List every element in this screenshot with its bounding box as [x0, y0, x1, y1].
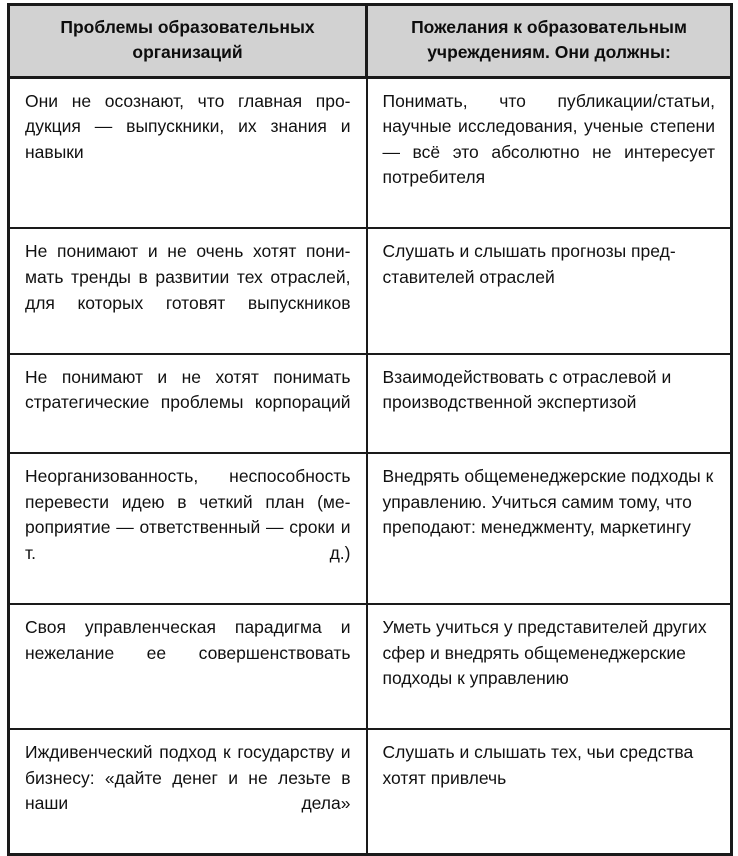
- comparison-table: [7, 3, 733, 856]
- cell-wish-4-text: Внедрять общеменеджерские подходы к управлению. Учиться самим тому, что преподают: менеджменту, маркетингу: [382, 466, 714, 538]
- table-row: [9, 228, 732, 353]
- cell-wish-5: [367, 604, 732, 729]
- cell-problem-3: [9, 354, 367, 454]
- cell-problem-4: [9, 453, 367, 604]
- cell-problem-5-text: Своя управленческая парадигма и нежелание ее совершенствовать: [25, 616, 351, 663]
- column-header-problems: Проблемы образовательных организаций: [9, 5, 367, 78]
- table-row: [9, 453, 732, 604]
- cell-wish-3: [367, 354, 732, 454]
- table-row: [9, 77, 732, 228]
- table-row: [9, 354, 732, 454]
- cell-wish-4: [367, 453, 732, 604]
- column-header-wishes: Пожелания к образовательным учреждениям. Они должны:: [367, 5, 732, 78]
- cell-wish-2-text: Слушать и слышать прогнозы представителей отраслей: [382, 241, 676, 287]
- table-row: [9, 729, 732, 855]
- cell-problem-1-text: Они не осознают, что главная продукция — выпускники, их знания и навыки: [25, 90, 351, 162]
- cell-problem-6: [9, 729, 367, 855]
- cell-problem-2-text: Не понимают и не очень хотят понимать тренды в развитии тех отраслей, для которых готовят выпускников: [25, 241, 351, 313]
- cell-wish-5-text: Уметь учиться у представителей других сфер и внедрять общеменеджерские подходы к управлению: [382, 616, 707, 689]
- cell-wish-6-text: Слушать и слышать тех, чьи средства хотят привлечь: [382, 742, 694, 788]
- table-body: [9, 77, 732, 855]
- cell-problem-4-text: Неорганизованность, неспособность перевести идею в четкий план (мероприятие — ответственный — сроки и т. д.): [25, 466, 351, 563]
- cell-wish-3-text: Взаимодействовать с отраслевой и производственной экспертизой: [382, 366, 672, 413]
- cell-problem-1: [9, 77, 367, 228]
- cell-wish-6: [367, 729, 732, 855]
- cell-wish-2: [367, 228, 732, 353]
- cell-problem-3-text: Не понимают и не хотят понимать стратегические проблемы корпораций: [25, 366, 351, 413]
- cell-problem-5: [9, 604, 367, 729]
- table-row: [9, 604, 732, 729]
- cell-problem-2: [9, 228, 367, 353]
- table-header: [9, 5, 732, 78]
- cell-wish-1: [367, 77, 732, 228]
- header-row: [9, 5, 732, 78]
- cell-wish-1-text: Понимать, что публикации/статьи, научные исследования, ученые степени — всё это абсолютно не интересует потребителя: [382, 90, 715, 188]
- cell-problem-6-text: Иждивенческий подход к государству и бизнесу: «дайте денег и не лезьте в наши дела»: [25, 742, 351, 814]
